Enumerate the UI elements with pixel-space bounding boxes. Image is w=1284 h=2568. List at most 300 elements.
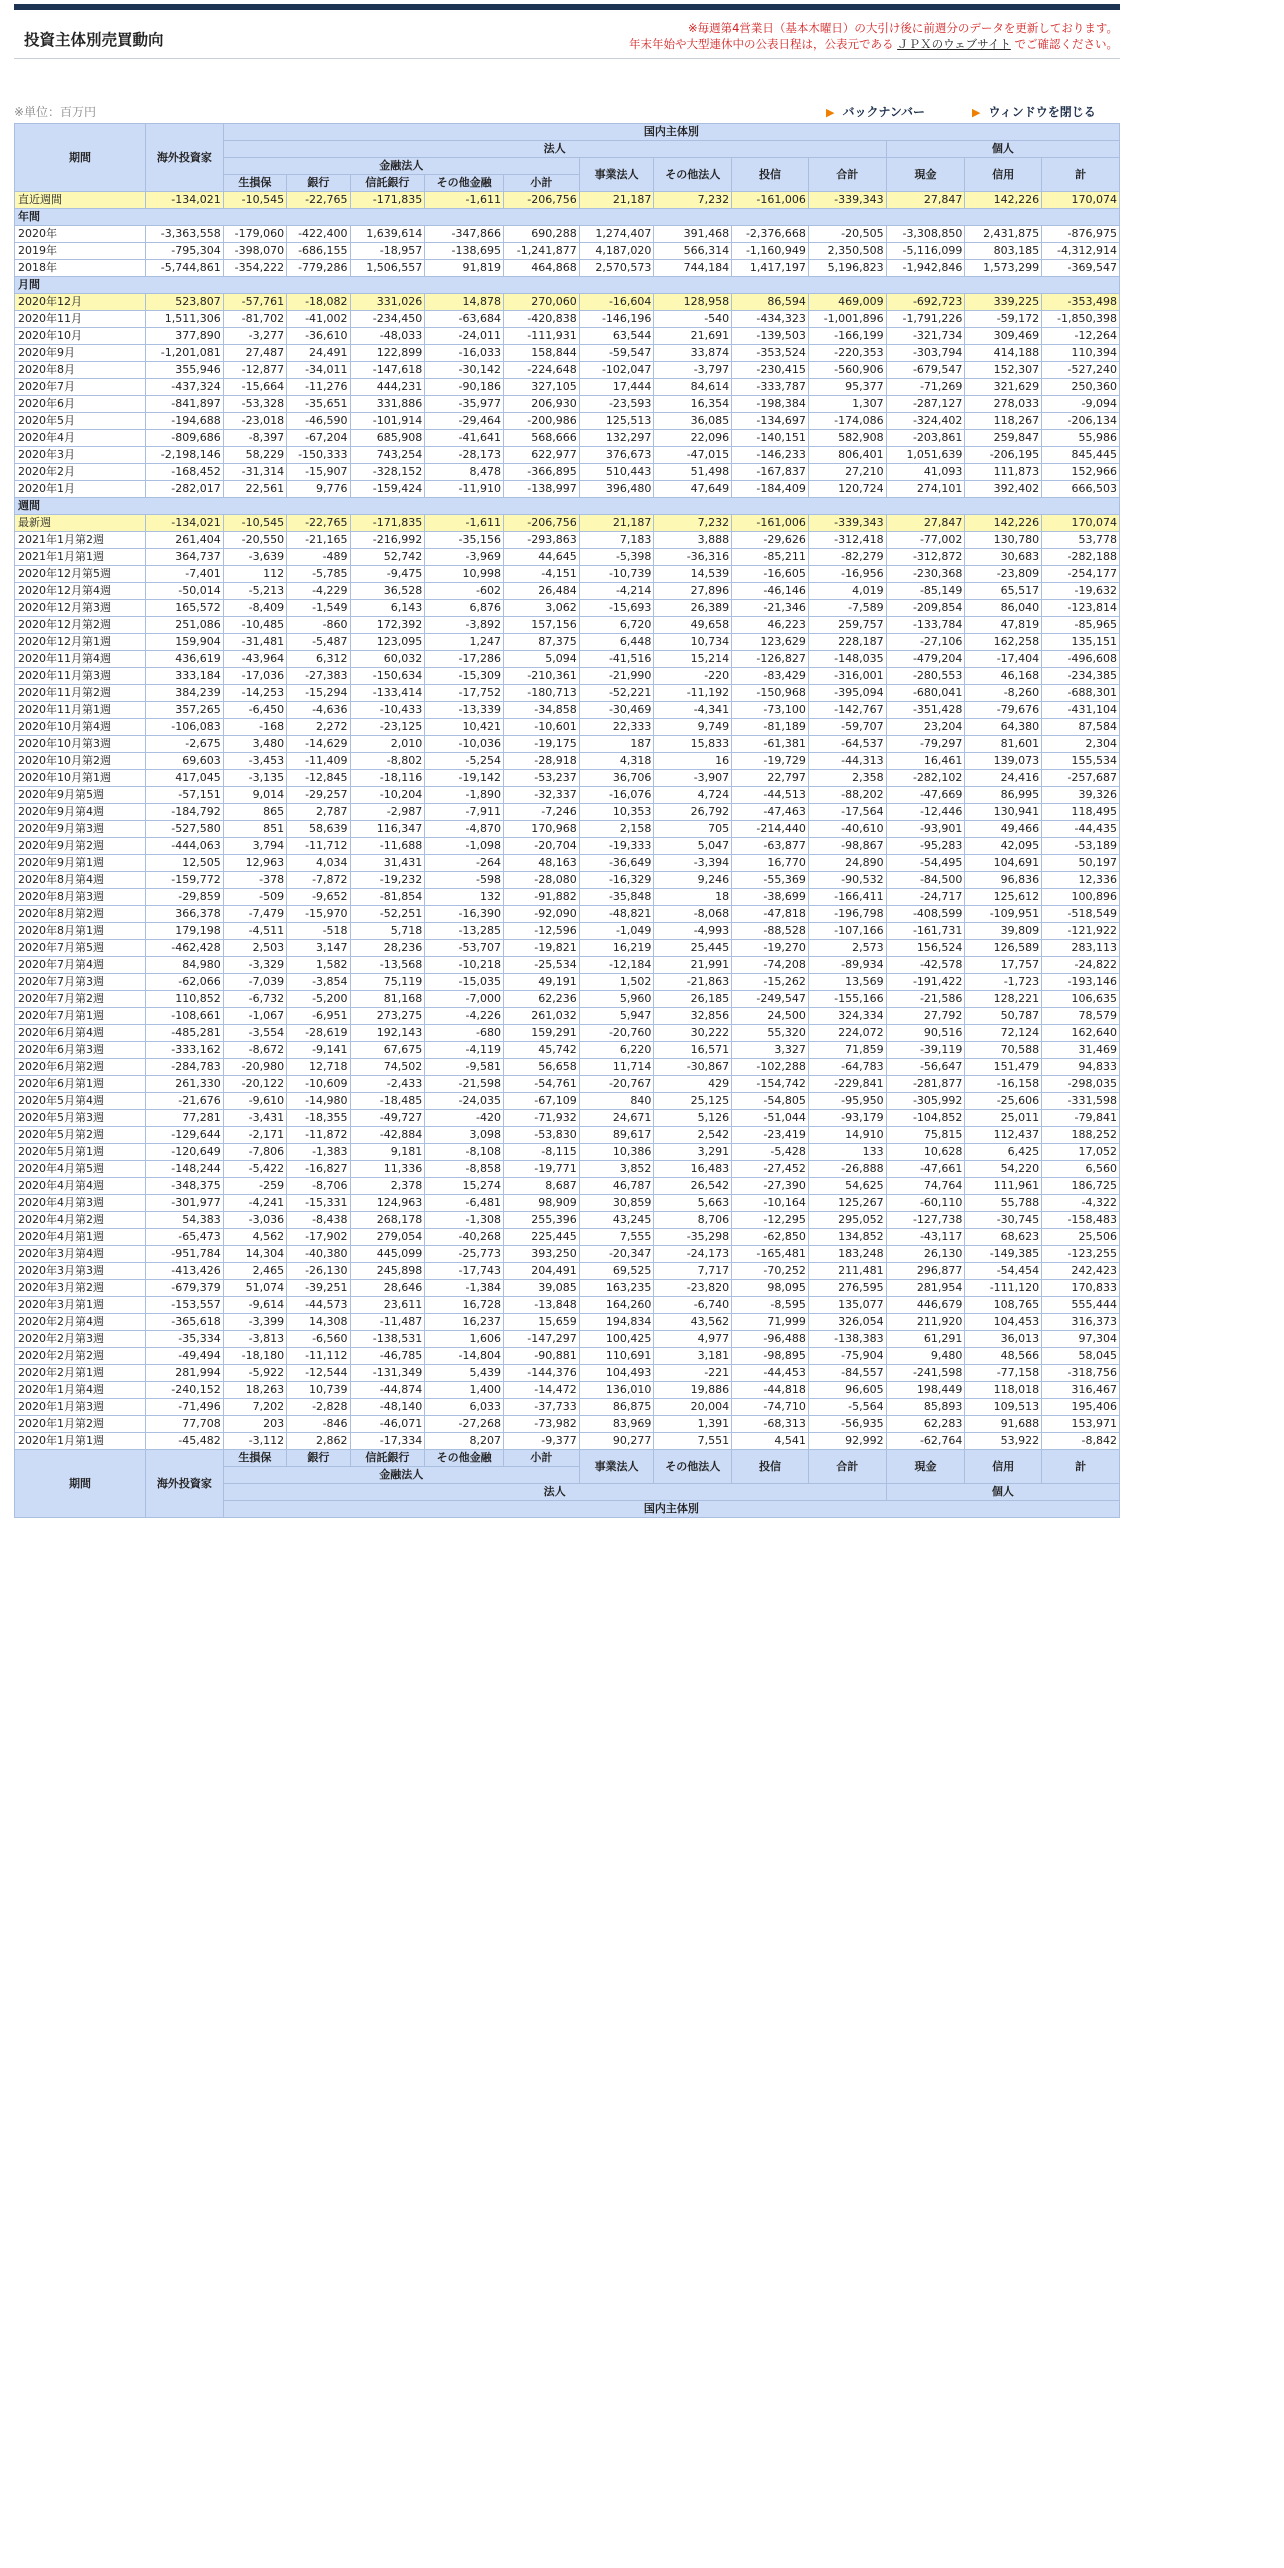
value-cell: -876,975 (1042, 226, 1120, 243)
table-row (15, 226, 1120, 243)
value-cell: -1,067 (223, 1008, 286, 1025)
value-cell: -1,160,949 (732, 243, 809, 260)
value-cell: -365,618 (145, 1314, 223, 1331)
table-row (15, 243, 1120, 260)
value-cell: -809,686 (145, 430, 223, 447)
value-cell: 55,788 (965, 1195, 1042, 1212)
value-cell: -437,324 (145, 379, 223, 396)
value-cell: 75,815 (886, 1127, 965, 1144)
value-cell: 3,062 (504, 600, 580, 617)
footer-corporate: 法人 (223, 1484, 886, 1501)
value-cell: -54,495 (886, 855, 965, 872)
value-cell: 523,807 (145, 294, 223, 311)
value-cell: -47,669 (886, 787, 965, 804)
period-cell: 2020年1月第1週 (15, 1433, 146, 1450)
value-cell: -23,419 (732, 1127, 809, 1144)
section-header: 年間 (15, 209, 1120, 226)
value-cell: -60,110 (886, 1195, 965, 1212)
value-cell: 86,040 (965, 600, 1042, 617)
value-cell: -254,177 (1042, 566, 1120, 583)
value-cell: 74,764 (886, 1178, 965, 1195)
value-cell: 179,198 (145, 923, 223, 940)
footer-life: 生損保 (223, 1450, 286, 1467)
value-cell: 84,614 (654, 379, 732, 396)
value-cell: -23,125 (350, 719, 425, 736)
value-cell: 316,373 (1042, 1314, 1120, 1331)
value-cell: -5,564 (808, 1399, 886, 1416)
value-cell: -20,980 (223, 1059, 286, 1076)
value-cell: 1,639,614 (350, 226, 425, 243)
value-cell: -90,186 (425, 379, 504, 396)
value-cell: 2,573 (808, 940, 886, 957)
value-cell: -408,599 (886, 906, 965, 923)
unit-label: ※単位：百万円 (14, 105, 97, 119)
value-cell: -54,761 (504, 1076, 580, 1093)
value-cell: -148,035 (808, 651, 886, 668)
table-row (15, 328, 1120, 345)
close-window-button[interactable] (972, 103, 1096, 120)
value-cell: 108,765 (965, 1297, 1042, 1314)
close-window-label: ウィンドウを閉じる (988, 105, 1096, 119)
period-cell: 2020年8月第1週 (15, 923, 146, 940)
value-cell: -7,589 (808, 600, 886, 617)
value-cell: 125,267 (808, 1195, 886, 1212)
value-cell: 18 (654, 889, 732, 906)
period-cell: 2020年6月第2週 (15, 1059, 146, 1076)
back-number-label: バックナンバー (842, 105, 926, 119)
period-cell: 2020年3月第1週 (15, 1297, 146, 1314)
value-cell: -527,240 (1042, 362, 1120, 379)
value-cell: -15,664 (223, 379, 286, 396)
value-cell: 622,977 (504, 447, 580, 464)
value-cell: 24,416 (965, 770, 1042, 787)
table-row (15, 1008, 1120, 1025)
value-cell: -602 (425, 583, 504, 600)
table-row (15, 1025, 1120, 1042)
value-cell: 393,250 (504, 1246, 580, 1263)
value-cell: -8,068 (654, 906, 732, 923)
value-cell: 153,971 (1042, 1416, 1120, 1433)
value-cell: 321,629 (965, 379, 1042, 396)
value-cell: 32,856 (654, 1008, 732, 1025)
value-cell: -8,842 (1042, 1433, 1120, 1450)
value-cell: -8,438 (287, 1212, 350, 1229)
value-cell: 4,318 (579, 753, 654, 770)
value-cell: 255,396 (504, 1212, 580, 1229)
value-cell: 666,503 (1042, 481, 1120, 498)
period-cell: 2020年 (15, 226, 146, 243)
value-cell: 27,896 (654, 583, 732, 600)
value-cell: -1,549 (287, 600, 350, 617)
value-cell: -71,269 (886, 379, 965, 396)
value-cell: -293,863 (504, 532, 580, 549)
value-cell: -45,482 (145, 1433, 223, 1450)
value-cell: 128,221 (965, 991, 1042, 1008)
value-cell: -82,279 (808, 549, 886, 566)
value-cell: 33,874 (654, 345, 732, 362)
value-cell: 47,649 (654, 481, 732, 498)
value-cell: 96,836 (965, 872, 1042, 889)
value-cell: 2,862 (287, 1433, 350, 1450)
value-cell: 11,714 (579, 1059, 654, 1076)
value-cell: -280,553 (886, 668, 965, 685)
value-cell: -62,764 (886, 1433, 965, 1450)
period-cell: 2020年9月第1週 (15, 855, 146, 872)
period-cell: 2020年4月 (15, 430, 146, 447)
value-cell: -96,488 (732, 1331, 809, 1348)
table-row (15, 532, 1120, 549)
value-cell: 7,717 (654, 1263, 732, 1280)
value-cell: 24,890 (808, 855, 886, 872)
value-cell: -281,877 (886, 1076, 965, 1093)
value-cell: 100,896 (1042, 889, 1120, 906)
value-cell: 339,225 (965, 294, 1042, 311)
period-cell: 2020年3月 (15, 447, 146, 464)
value-cell: -77,002 (886, 532, 965, 549)
table-row (15, 617, 1120, 634)
value-cell: -131,349 (350, 1365, 425, 1382)
value-cell: -679,547 (886, 362, 965, 379)
period-cell: 2020年2月第2週 (15, 1348, 146, 1365)
value-cell: 1,511,306 (145, 311, 223, 328)
value-cell: -301,977 (145, 1195, 223, 1212)
value-cell: 333,184 (145, 668, 223, 685)
period-cell: 2020年1月第2週 (15, 1416, 146, 1433)
value-cell: 2,570,573 (579, 260, 654, 277)
value-cell: -347,866 (425, 226, 504, 243)
value-cell: -318,756 (1042, 1365, 1120, 1382)
value-cell: -8,858 (425, 1161, 504, 1178)
value-cell: -30,745 (965, 1212, 1042, 1229)
table-row (15, 889, 1120, 906)
value-cell: -30,142 (425, 362, 504, 379)
value-cell: 5,663 (654, 1195, 732, 1212)
table-row (15, 515, 1120, 532)
value-cell: -680 (425, 1025, 504, 1042)
value-cell: 136,010 (579, 1382, 654, 1399)
value-cell: -1,241,877 (504, 243, 580, 260)
value-cell: -133,414 (350, 685, 425, 702)
value-cell: 142,226 (965, 192, 1042, 209)
value-cell: -214,440 (732, 821, 809, 838)
value-cell: -287,127 (886, 396, 965, 413)
value-cell: -5,428 (732, 1144, 809, 1161)
value-cell: 228,187 (808, 634, 886, 651)
value-cell: 245,898 (350, 1263, 425, 1280)
value-cell: 159,904 (145, 634, 223, 651)
period-cell: 2020年7月第1週 (15, 1008, 146, 1025)
value-cell: -138,531 (350, 1331, 425, 1348)
value-cell: -54,454 (965, 1263, 1042, 1280)
value-cell: -47,463 (732, 804, 809, 821)
header-sum: 計 (1042, 158, 1120, 192)
value-cell: -298,035 (1042, 1076, 1120, 1093)
period-cell: 2020年11月 (15, 311, 146, 328)
value-cell: 469,009 (808, 294, 886, 311)
footer-financial: 金融法人 (223, 1467, 579, 1484)
value-cell: -489 (287, 549, 350, 566)
table-row (15, 1416, 1120, 1433)
value-cell: 324,334 (808, 1008, 886, 1025)
value-cell: 1,606 (425, 1331, 504, 1348)
header-total: 合計 (808, 158, 886, 192)
value-cell: -51,044 (732, 1110, 809, 1127)
value-cell: 5,960 (579, 991, 654, 1008)
value-cell: 15,659 (504, 1314, 580, 1331)
table-row (15, 685, 1120, 702)
value-cell: 55,320 (732, 1025, 809, 1042)
value-cell: 9,181 (350, 1144, 425, 1161)
value-cell: 261,032 (504, 1008, 580, 1025)
value-cell: 6,720 (579, 617, 654, 634)
value-cell: 281,994 (145, 1365, 223, 1382)
value-cell: 6,033 (425, 1399, 504, 1416)
value-cell: -18,180 (223, 1348, 286, 1365)
value-cell: -12,446 (886, 804, 965, 821)
value-cell: -29,626 (732, 532, 809, 549)
value-cell: -15,262 (732, 974, 809, 991)
value-cell: -259 (223, 1178, 286, 1195)
value-cell: -21,165 (287, 532, 350, 549)
value-cell: -14,629 (287, 736, 350, 753)
value-cell: -21,598 (425, 1076, 504, 1093)
value-cell: 1,417,197 (732, 260, 809, 277)
value-cell: 6,143 (350, 600, 425, 617)
value-cell: 3,852 (579, 1161, 654, 1178)
period-cell: 2020年8月第4週 (15, 872, 146, 889)
value-cell: 7,551 (654, 1433, 732, 1450)
value-cell: -4,312,914 (1042, 243, 1120, 260)
value-cell: 104,493 (579, 1365, 654, 1382)
value-cell: 16,728 (425, 1297, 504, 1314)
value-cell: -166,199 (808, 328, 886, 345)
value-cell: 31,431 (350, 855, 425, 872)
value-cell: -10,739 (579, 566, 654, 583)
value-cell: -3,394 (654, 855, 732, 872)
value-cell: -20,550 (223, 532, 286, 549)
value-cell: -84,500 (886, 872, 965, 889)
value-cell: 172,392 (350, 617, 425, 634)
value-cell: 6,220 (579, 1042, 654, 1059)
value-cell: 261,330 (145, 1076, 223, 1093)
value-cell: -8,706 (287, 1178, 350, 1195)
value-cell: -180,713 (504, 685, 580, 702)
value-cell: -560,906 (808, 362, 886, 379)
value-cell: -1,850,398 (1042, 311, 1120, 328)
value-cell: -44,435 (1042, 821, 1120, 838)
value-cell: 377,890 (145, 328, 223, 345)
value-cell: 53,778 (1042, 532, 1120, 549)
value-cell: -5,200 (287, 991, 350, 1008)
value-cell: 3,327 (732, 1042, 809, 1059)
value-cell: 206,930 (504, 396, 580, 413)
value-cell: -196,798 (808, 906, 886, 923)
value-cell: -29,464 (425, 413, 504, 430)
value-cell: -2,987 (350, 804, 425, 821)
value-cell: -220 (654, 668, 732, 685)
value-cell: 259,847 (965, 430, 1042, 447)
value-cell: -88,202 (808, 787, 886, 804)
value-cell: -62,066 (145, 974, 223, 991)
value-cell: -68,313 (732, 1416, 809, 1433)
value-cell: -53,328 (223, 396, 286, 413)
value-cell: 5,947 (579, 1008, 654, 1025)
value-cell: 417,045 (145, 770, 223, 787)
value-cell: 87,584 (1042, 719, 1120, 736)
value-cell: -40,268 (425, 1229, 504, 1246)
value-cell: 8,687 (504, 1178, 580, 1195)
table-row (15, 872, 1120, 889)
value-cell: -27,383 (287, 668, 350, 685)
table-row (15, 549, 1120, 566)
value-cell: 25,506 (1042, 1229, 1120, 1246)
value-cell: -10,545 (223, 515, 286, 532)
period-cell: 2020年3月第4週 (15, 1246, 146, 1263)
value-cell: -140,151 (732, 430, 809, 447)
back-number-button[interactable] (826, 103, 925, 120)
value-cell: 10,739 (287, 1382, 350, 1399)
value-cell: -598 (425, 872, 504, 889)
value-cell: -52,221 (579, 685, 654, 702)
value-cell: -1,098 (425, 838, 504, 855)
value-cell: 112 (223, 566, 286, 583)
value-cell: -15,294 (287, 685, 350, 702)
value-cell: -8,115 (504, 1144, 580, 1161)
value-cell: 118,267 (965, 413, 1042, 430)
value-cell: 5,094 (504, 651, 580, 668)
value-cell: -540 (654, 311, 732, 328)
value-cell: 47,819 (965, 617, 1042, 634)
value-cell: -18,957 (350, 243, 425, 260)
value-cell: -90,532 (808, 872, 886, 889)
value-cell: 2,431,875 (965, 226, 1042, 243)
value-cell: -129,644 (145, 1127, 223, 1144)
page-header (14, 10, 1120, 59)
table-row (15, 1110, 1120, 1127)
value-cell: -16,033 (425, 345, 504, 362)
value-cell: 187 (579, 736, 654, 753)
value-cell: 7,232 (654, 515, 732, 532)
value-cell: 54,383 (145, 1212, 223, 1229)
value-cell: 51,074 (223, 1280, 286, 1297)
value-cell: -12,264 (1042, 328, 1120, 345)
value-cell: -79,841 (1042, 1110, 1120, 1127)
value-cell: -20,760 (579, 1025, 654, 1042)
value-cell: -518 (287, 923, 350, 940)
period-cell: 2020年6月第1週 (15, 1076, 146, 1093)
value-cell: 4,187,020 (579, 243, 654, 260)
value-cell: -81,854 (350, 889, 425, 906)
value-cell: -23,820 (654, 1280, 732, 1297)
value-cell: -31,481 (223, 634, 286, 651)
period-cell: 2020年9月第2週 (15, 838, 146, 855)
value-cell: -3,135 (223, 770, 286, 787)
table-row (15, 1399, 1120, 1416)
value-cell: -5,744,861 (145, 260, 223, 277)
notice-line-2-suffix: でご確認ください。 (1014, 37, 1118, 51)
period-cell: 2020年9月第3週 (15, 821, 146, 838)
period-cell: 2021年1月第1週 (15, 549, 146, 566)
value-cell: 22,333 (579, 719, 654, 736)
value-cell: -29,257 (287, 787, 350, 804)
value-cell: 17,052 (1042, 1144, 1120, 1161)
value-cell: -686,155 (287, 243, 350, 260)
value-cell: 170,833 (1042, 1280, 1120, 1297)
value-cell: -71,932 (504, 1110, 580, 1127)
value-cell: 806,401 (808, 447, 886, 464)
value-cell: -20,347 (579, 1246, 654, 1263)
value-cell: 685,908 (350, 430, 425, 447)
value-cell: 2,503 (223, 940, 286, 957)
value-cell: -146,196 (579, 311, 654, 328)
value-cell: 14,539 (654, 566, 732, 583)
period-cell: 2020年5月第1週 (15, 1144, 146, 1161)
value-cell: 464,868 (504, 260, 580, 277)
value-cell: 36,085 (654, 413, 732, 430)
value-cell: 1,307 (808, 396, 886, 413)
period-cell: 2020年1月 (15, 481, 146, 498)
header-business: 事業法人 (579, 158, 654, 192)
value-cell: -11,112 (287, 1348, 350, 1365)
value-cell: 39,326 (1042, 787, 1120, 804)
value-cell: -20,122 (223, 1076, 286, 1093)
table-header (15, 124, 1120, 192)
value-cell: -1,049 (579, 923, 654, 940)
jpx-website-link[interactable]: ＪＰＸのウェブサイト (897, 37, 1011, 51)
value-cell: -3,854 (287, 974, 350, 991)
value-cell: 27,210 (808, 464, 886, 481)
value-cell: -150,968 (732, 685, 809, 702)
value-cell: -7,401 (145, 566, 223, 583)
value-cell: 211,920 (886, 1314, 965, 1331)
value-cell: -15,907 (287, 464, 350, 481)
value-cell: -29,859 (145, 889, 223, 906)
value-cell: -12,295 (732, 1212, 809, 1229)
value-cell: 42,095 (965, 838, 1042, 855)
value-cell: 16,571 (654, 1042, 732, 1059)
period-cell: 2020年5月 (15, 413, 146, 430)
page-container (14, 4, 1120, 1518)
value-cell: 429 (654, 1076, 732, 1093)
value-cell: 170,968 (504, 821, 580, 838)
value-cell: -860 (287, 617, 350, 634)
value-cell: 130,941 (965, 804, 1042, 821)
value-cell: 48,566 (965, 1348, 1042, 1365)
table-row (15, 1348, 1120, 1365)
value-cell: 445,099 (350, 1246, 425, 1263)
table-row (15, 192, 1120, 209)
value-cell: 10,421 (425, 719, 504, 736)
value-cell: -107,166 (808, 923, 886, 940)
value-cell: -19,232 (350, 872, 425, 889)
value-cell: 16,219 (579, 940, 654, 957)
value-cell: -18,082 (287, 294, 350, 311)
value-cell: -206,195 (965, 447, 1042, 464)
value-cell: -4,229 (287, 583, 350, 600)
value-cell: 2,787 (287, 804, 350, 821)
table-row (15, 1178, 1120, 1195)
value-cell: -165,481 (732, 1246, 809, 1263)
value-cell: -200,986 (504, 413, 580, 430)
value-cell: 14,910 (808, 1127, 886, 1144)
header-invtrust: 投信 (732, 158, 809, 192)
value-cell: -30,867 (654, 1059, 732, 1076)
period-cell: 2020年3月第2週 (15, 1280, 146, 1297)
value-cell: -17,752 (425, 685, 504, 702)
value-cell: 23,204 (886, 719, 965, 736)
value-cell: -26,888 (808, 1161, 886, 1178)
period-cell: 2020年7月第2週 (15, 991, 146, 1008)
